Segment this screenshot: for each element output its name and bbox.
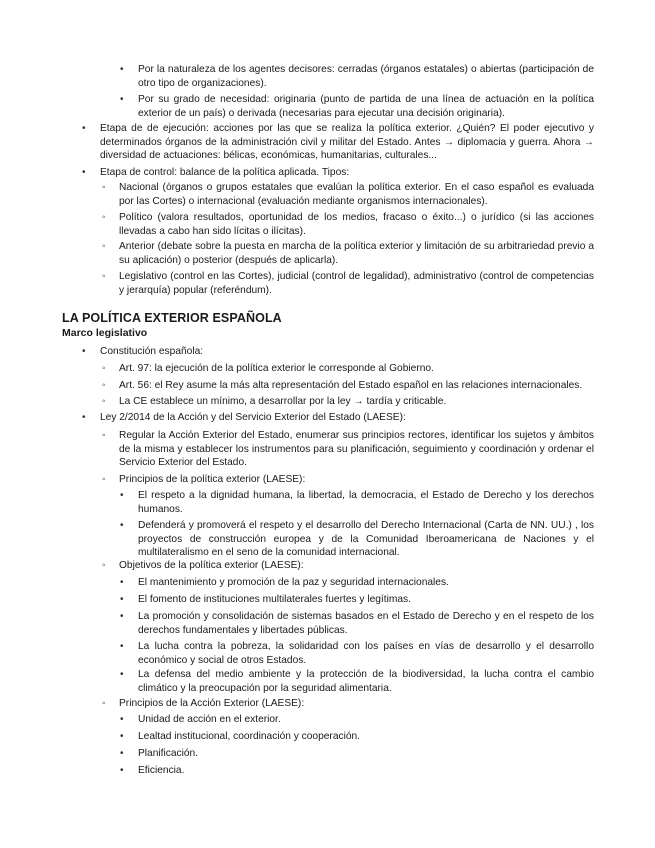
bullet-dot: • (120, 714, 124, 725)
list-item-control-politico: Político (valora resultados, oportunidad de los medios, fracaso o éxito...) o jurídico (si las acciones llevadas a cabo han sido lícitas o ilícitas). (119, 212, 594, 237)
list-item-laese-regular: Regular la Acción Exterior del Estado, enumerar sus principios rectores, identificar los sujetos y ámbitos de la misma y establecer los instrumentos para su planificación, seguimiento y coordinación y ordenar el Servicio Exterior del Estado. (119, 430, 594, 469)
bullet-circle: ◦ (102, 560, 106, 571)
bullet-dot: • (120, 765, 124, 776)
bullet-circle: ◦ (102, 380, 106, 391)
bullet-dot: • (120, 594, 124, 605)
bullet-circle: ◦ (102, 474, 106, 485)
list-item-objetivo: El fomento de instituciones multilaterales fuertes y legítimas. (138, 594, 411, 605)
list-item-accion-label: Principios de la Acción Exterior (LAESE): (119, 698, 305, 709)
bullet-dot: • (120, 490, 124, 501)
list-item-ejecucion: Etapa de de ejecución: acciones por las que se realiza la política exterior. ¿Quién? El poder ejecutivo y determinados órganos de la administración civil y militar del Estado. Antes → diplomacia y guerra. Ahora → diversidad de actuaciones: bélicas, económicas, humanitarias, culturales... (100, 123, 594, 162)
bullet-dot: • (82, 123, 86, 134)
list-item-principio: El respeto a la dignidad humana, la libertad, la democracia, el Estado de Derecho y los derechos humanos. (138, 490, 594, 515)
list-item-accion: Eficiencia. (138, 765, 185, 776)
bullet-dot: • (120, 731, 124, 742)
bullet-dot: • (82, 167, 86, 178)
list-item-control-legislativo: Legislativo (control en las Cortes), judicial (control de legalidad), administrativo (control de competencias y jerarquía) popular (referéndum). (119, 271, 594, 296)
list-item-accion: Lealtad institucional, coordinación y cooperación. (138, 731, 361, 742)
list-item-accion: Unidad de acción en el exterior. (138, 714, 281, 725)
list-item-control-nacional: Nacional (órganos o grupos estatales que evalúan la política exterior. En el caso español es evaluada por las Cortes) o internacional (evaluación mediante organismos internacionales). (119, 182, 594, 207)
section-subtitle: Marco legislativo (62, 327, 148, 339)
bullet-dot: • (120, 748, 124, 759)
bullet-dot: • (120, 64, 124, 75)
list-item-principios-label: Principios de la política exterior (LAESE): (119, 474, 306, 485)
bullet-circle: ◦ (102, 212, 106, 223)
bullet-circle: ◦ (102, 271, 106, 282)
list-item-ce-art56: Art. 56: el Rey asume la más alta representación del Estado español en las relaciones internacionales. (119, 380, 583, 391)
list-item-control-anterior: Anterior (debate sobre la puesta en marcha de la política exterior y limitación de su arbitrariedad previo a su aplicación) o posterior (después de aplicarla). (119, 241, 594, 266)
bullet-circle: ◦ (102, 430, 106, 441)
bullet-dot: • (120, 669, 124, 680)
bullet-dot: • (120, 577, 124, 588)
bullet-dot: • (82, 346, 86, 357)
list-item-principio: Defenderá y promoverá el respeto y el desarrollo del Derecho Internacional (Carta de NN. UU.) , los proyectos de construcción europea y de la Comunidad Iberoamericana de Naciones y el multilateralismo en el seno de la comunidad internacional. (138, 520, 594, 559)
bullet-circle: ◦ (102, 396, 106, 407)
bullet-dot: • (120, 520, 124, 531)
list-item-ce: Constitución española: (100, 346, 204, 357)
list-item-objetivo: El mantenimiento y promoción de la paz y seguridad internacionales. (138, 577, 449, 588)
list-item-laese: Ley 2/2014 de la Acción y del Servicio Exterior del Estado (LAESE): (100, 412, 406, 423)
bullet-circle: ◦ (102, 698, 106, 709)
bullet-dot: • (82, 412, 86, 423)
list-item-objetivo: La promoción y consolidación de sistemas basados en el Estado de Derecho y en el respeto de los derechos fundamentales y libertades públicas. (138, 611, 594, 636)
bullet-circle: ◦ (102, 363, 106, 374)
list-item-accion: Planificación. (138, 748, 199, 759)
bullet-circle: ◦ (102, 241, 106, 252)
list-item-ce-minimo: La CE establece un mínimo, a desarrollar por la ley → tardía y criticable. (119, 396, 447, 407)
bullet-circle: ◦ (102, 182, 106, 193)
list-item-control: Etapa de control: balance de la política aplicada. Tipos: (100, 167, 350, 178)
list-item-ce-art97: Art. 97: la ejecución de la política exterior le corresponde al Gobierno. (119, 363, 434, 374)
bullet-dot: • (120, 94, 124, 105)
list-item-objetivo: La defensa del medio ambiente y la protección de la biodiversidad, la lucha contra el cambio climático y la preocupación por la seguridad alimentaria. (138, 669, 594, 694)
list-item-necesidad: Por su grado de necesidad: originaria (punto de partida de una línea de actuación en la política exterior de un país) o derivada (necesarias para ejecutar una decisión originaria). (138, 94, 594, 119)
list-item-objetivos-label: Objetivos de la política exterior (LAESE): (119, 560, 304, 571)
bullet-dot: • (120, 641, 124, 652)
list-item-agentes: Por la naturaleza de los agentes decisores: cerradas (órganos estatales) o abiertas (participación de otro tipo de organizaciones). (138, 64, 594, 89)
section-title: LA POLÍTICA EXTERIOR ESPAÑOLA (62, 311, 282, 325)
list-item-objetivo: La lucha contra la pobreza, la solidaridad con los países en vías de desarrollo y el desarrollo económico y social de otros Estados. (138, 641, 594, 666)
bullet-dot: • (120, 611, 124, 622)
